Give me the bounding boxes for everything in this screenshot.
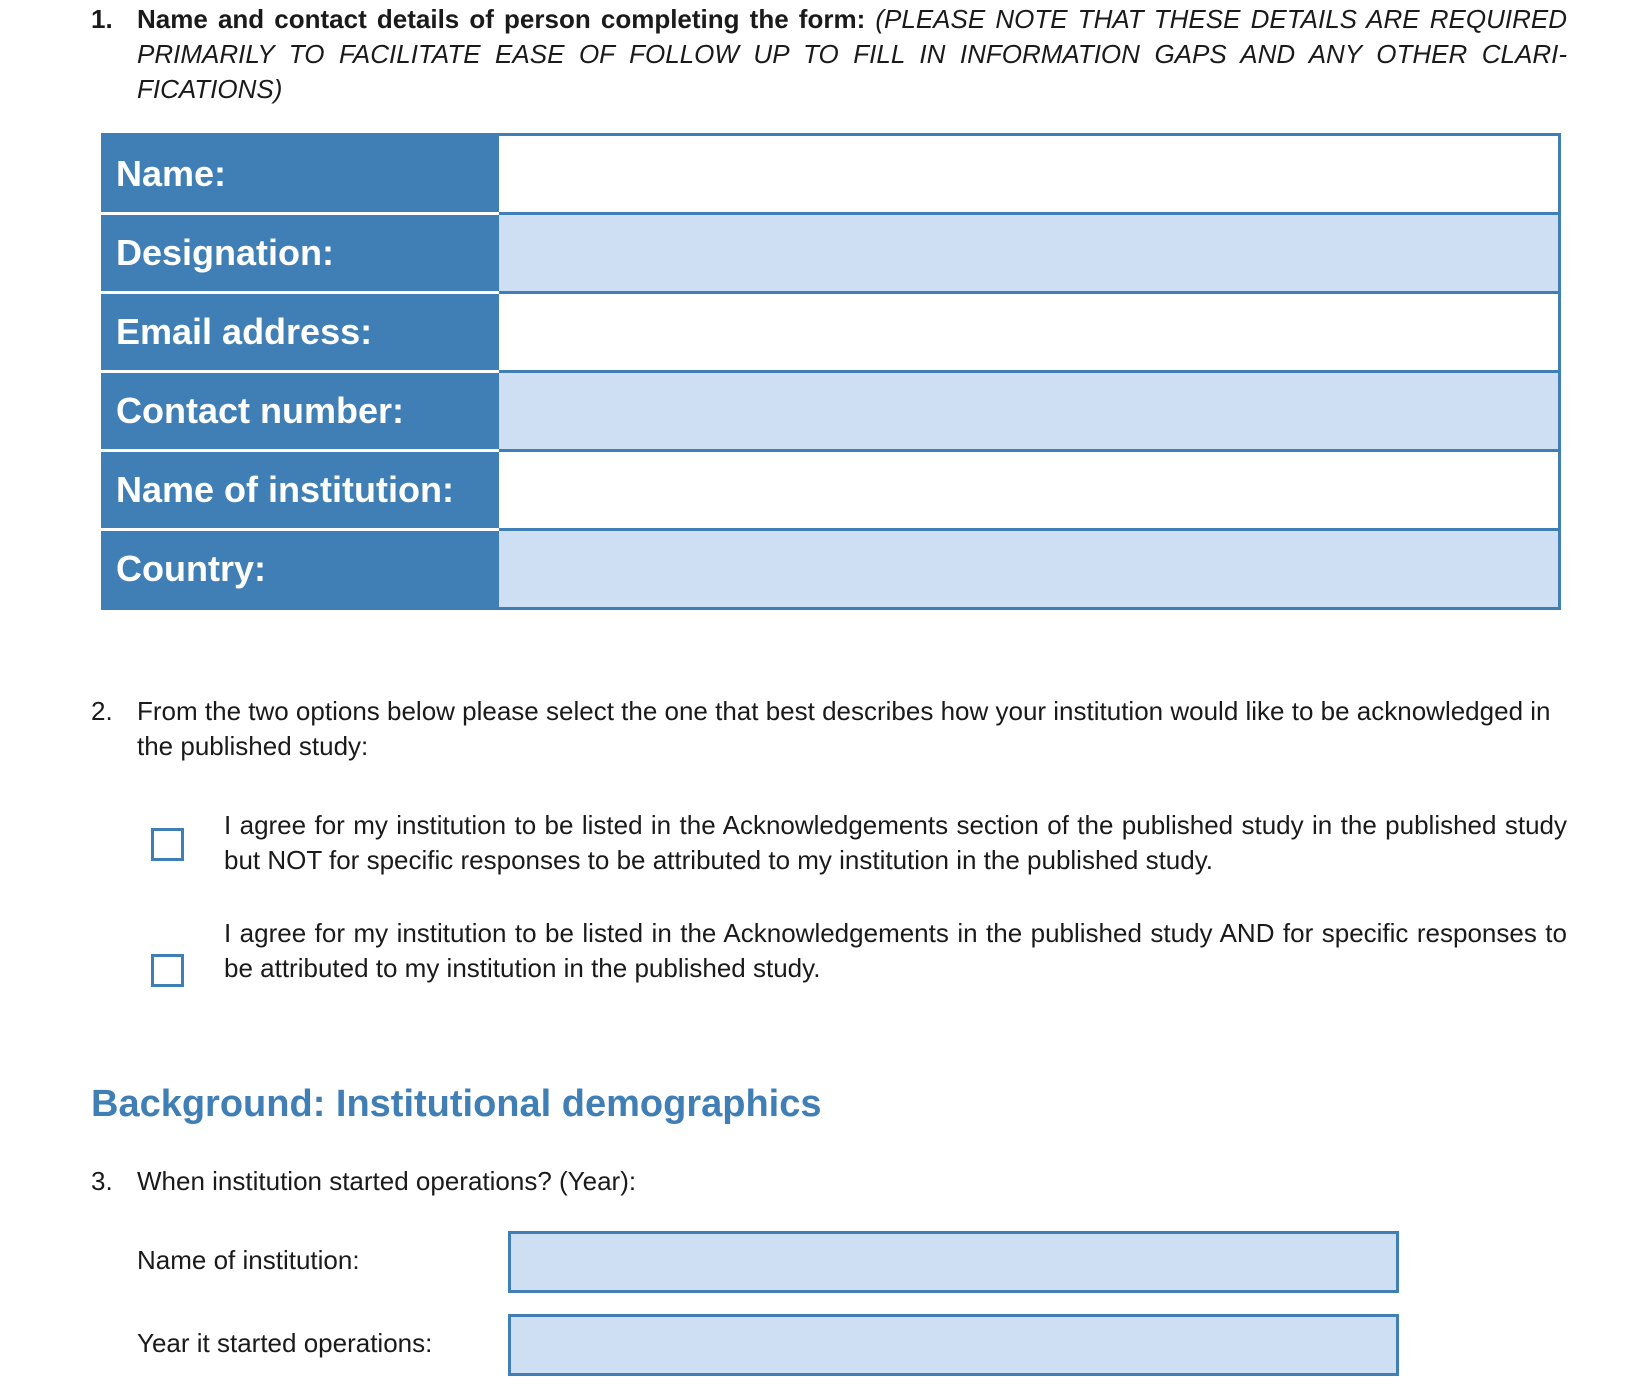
contact-number-field[interactable]: [499, 372, 1560, 451]
question-number: 2.: [91, 696, 113, 726]
table-row: [103, 530, 1560, 609]
question-note: (PLEASE NOTE THAT THESE DETAILS ARE REQUIRED PRIMARILY TO FACILITATE EASE OF FOLLOW UP TO FILL IN INFORMATION GAPS AND ANY OTHER CLARI-FICATIONS): [137, 4, 1568, 104]
option-1-checkbox[interactable]: [151, 828, 184, 861]
row-label-email: Email address:: [103, 293, 500, 372]
table-row: [103, 451, 1560, 530]
country-input[interactable]: [499, 531, 1558, 607]
section-heading: Background: Institutional demographics: [91, 1083, 822, 1125]
question-text: When institution started operations? (Year):: [137, 1166, 637, 1196]
designation-input[interactable]: [499, 215, 1558, 291]
designation-field[interactable]: [499, 214, 1560, 293]
question-text: From the two options below please select the one that best describes how your institution would like to be acknowledged in the published study:: [137, 696, 1551, 761]
institution-field[interactable]: [499, 451, 1560, 530]
name-input[interactable]: [499, 136, 1558, 212]
table-row: [103, 293, 1560, 372]
name-field[interactable]: [499, 135, 1560, 214]
institution-name-field[interactable]: [508, 1231, 1399, 1293]
email-field[interactable]: [499, 293, 1560, 372]
table-row: [103, 214, 1560, 293]
option-2-text: I agree for my institution to be listed in the Acknowledgements in the published study AND for specific responses to be attributed to my institution in the published study.: [224, 918, 1567, 983]
question-number: 1.: [91, 4, 113, 34]
row-label-name: Name:: [103, 135, 500, 214]
table-row: [103, 135, 1560, 214]
country-field[interactable]: [499, 530, 1560, 609]
row-label-contact-number: Contact number:: [103, 372, 500, 451]
question-text: [137, 2, 1567, 107]
institution-name-label: Name of institution:: [137, 1245, 360, 1275]
row-label-designation: Designation:: [103, 214, 500, 293]
email-input[interactable]: [499, 294, 1558, 370]
table-row: [103, 372, 1560, 451]
contact-number-input[interactable]: [499, 373, 1558, 449]
institution-name-input[interactable]: [511, 1234, 1396, 1290]
contact-details-table: [101, 133, 1561, 610]
question-lead: Name and contact details of person completing the form:: [137, 4, 866, 34]
institution-input[interactable]: [499, 452, 1558, 528]
option-2-checkbox[interactable]: [151, 954, 184, 987]
year-started-field[interactable]: [508, 1314, 1399, 1376]
row-label-institution: Name of institution:: [103, 451, 500, 530]
row-label-country: Country:: [103, 530, 500, 609]
question-number: 3.: [91, 1166, 113, 1196]
year-started-label: Year it started operations:: [137, 1328, 433, 1358]
option-1-text: I agree for my institution to be listed in the Acknowledgements section of the published study in the published study but NOT for specific responses to be attributed to my institution in the published study.: [224, 810, 1567, 875]
year-started-input[interactable]: [511, 1317, 1396, 1373]
